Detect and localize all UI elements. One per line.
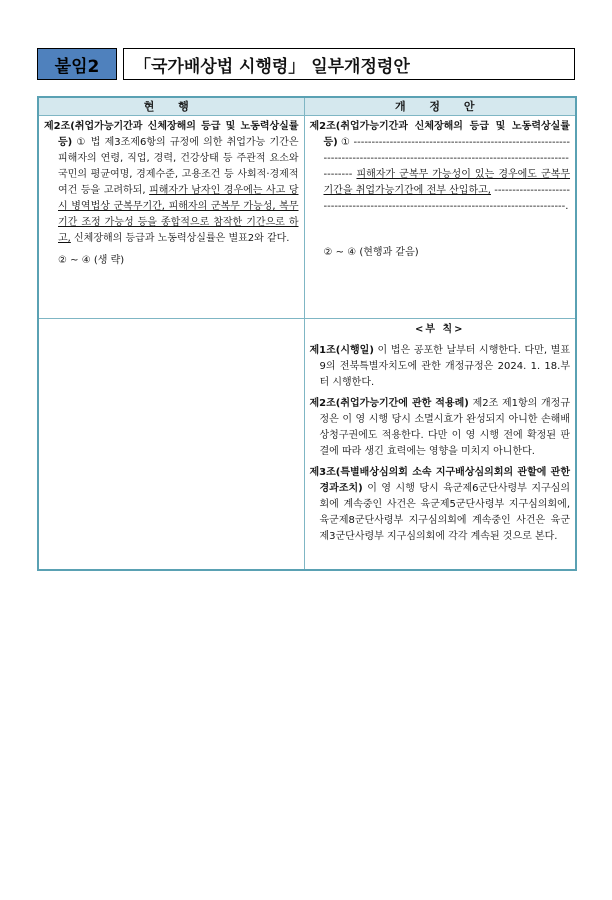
addenda-heading: <부 칙> bbox=[414, 324, 465, 335]
proposed-article-paragraph bbox=[310, 119, 571, 215]
addenda-1-text: 이 법은 공포한 날부터 시행한다. 다만, 별표9의 전북특별자치도에 관한 개정규정은 2024. 1. 18.부터 시행한다. bbox=[319, 345, 570, 388]
addenda-article-1 bbox=[310, 343, 571, 391]
header-proposed: 개 정 안 bbox=[304, 97, 576, 116]
addenda-2-text: 제2조 제1항의 개정규정은 이 영 시행 당시 소멸시효가 완성되지 아니한 손해배상청구권에도 적용한다. 다만 이 영 시행 전에 확정된 판결에 따라 생긴 효력에는 영향을 미치지 아니한다. bbox=[319, 398, 570, 457]
addenda-article-2 bbox=[310, 396, 571, 460]
proposed-article-title: 제2조(취업가능기간과 신체장해의 등급 및 노동력상실률등) bbox=[309, 121, 570, 148]
addenda-2-title: 제2조(취업가능기간에 관한 적용례) bbox=[309, 398, 469, 409]
table-row-addenda bbox=[38, 319, 576, 571]
proposed-p1-post: ----------------------------------------------------------------------------------------. bbox=[323, 185, 570, 212]
proposed-p2: ② ~ ④ (현행과 같음) bbox=[323, 247, 419, 258]
proposed-article-cell bbox=[304, 116, 576, 319]
comparison-table bbox=[37, 96, 577, 571]
proposed-p1-pre: ① ---------------------------------------------------------------------------------------------------------------------------------------- bbox=[323, 137, 570, 180]
current-p1-underlined: 피해자가 남자인 경우에는 사고 당시 병역법상 군복무기간, 피해자의 군복무 가능성, 복무기간 조정 가능성 등을 종합적으로 참작한 기간으로 하고, bbox=[58, 185, 299, 244]
table-header-row bbox=[38, 97, 576, 116]
current-article-title: 제2조(취업가능기간과 신체장해의 등급 및 노동력상실률등) bbox=[44, 121, 299, 148]
document-title-bar bbox=[37, 48, 575, 80]
table-row-article2 bbox=[38, 116, 576, 319]
attachment-badge: 붙임2 bbox=[37, 48, 117, 80]
current-article-paragraph bbox=[44, 119, 299, 247]
proposed-p1-underlined: 피해자가 군복무 가능성이 있는 경우에도 군복무 기간을 취업가능기간에 전부 산입하고, bbox=[323, 169, 571, 196]
current-p2: ② ~ ④ (생 략) bbox=[58, 255, 125, 266]
document-title: 「국가배상법 시행령」 일부개정령안 bbox=[123, 48, 575, 80]
current-addenda-cell bbox=[38, 319, 304, 571]
current-article-cell bbox=[38, 116, 304, 319]
addenda-3-title: 제3조(특별배상심의회 소속 지구배상심의회의 관할에 관한 경과조치) bbox=[309, 467, 570, 494]
addenda-article-3 bbox=[310, 465, 571, 545]
addenda-3-text: 이 영 시행 당시 육군제6군단사령부 지구심의회에 계속중인 사건은 육군제5군단사령부 지구심의회에, 육군제8군단사령부 지구심의회에 계속중인 사건은 육군제3군단사령부 지구심의회에 각각 계속된 것으로 본다. bbox=[319, 483, 570, 542]
header-current: 현 행 bbox=[38, 97, 304, 116]
proposed-addenda-cell bbox=[304, 319, 576, 571]
addenda-1-title: 제1조(시행일) bbox=[309, 345, 374, 356]
current-p1-post: 신체장해의 등급과 노동력상실률은 별표2와 같다. bbox=[70, 233, 290, 244]
current-p1-pre: ① 법 제3조제6항의 규정에 의한 취업가능 기간은 피해자의 연령, 직업, 경력, 건강상태 등 주관적 요소와 국민의 평균여명, 경제수준, 고용조건 등 사회적·경제적 여건 등을 고려하되, bbox=[58, 137, 299, 196]
